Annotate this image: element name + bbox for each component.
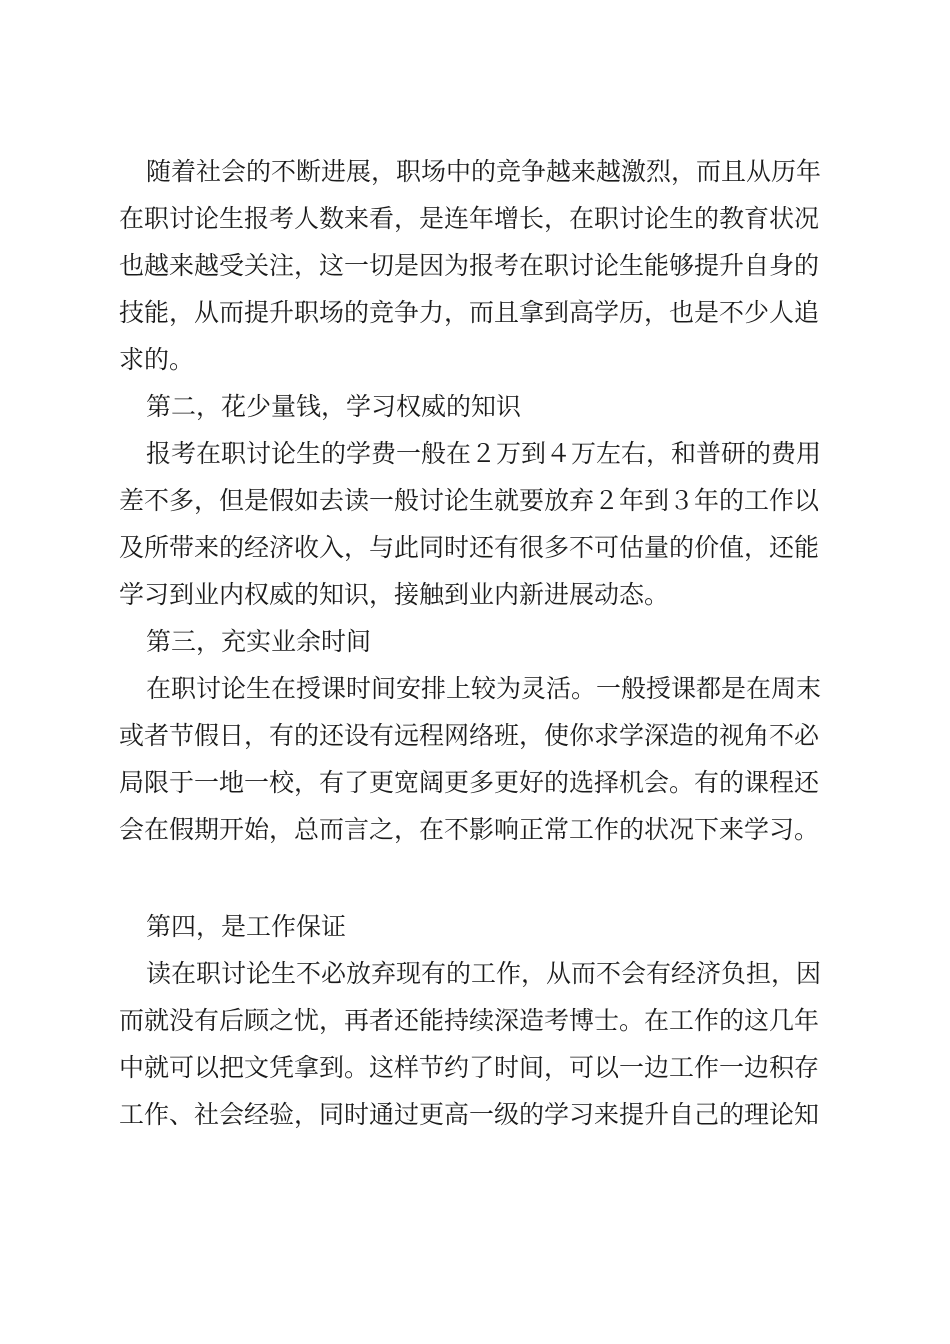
paragraph-3-line-3: 局限于一地一校，有了更宽阔更多更好的选择机会。有的课程还 [119,768,820,797]
paragraph-2-line-2: 差不多，但是假如去读一般讨论生就要放弃２年到３年的工作以 [119,486,820,515]
paragraph-4-line-3: 中就可以把文凭拿到。这样节约了时间，可以一边工作一边积存 [119,1053,820,1082]
paragraph-intro-line-4: 技能，从而提升职场的竞争力，而且拿到高学历，也是不少人追 [119,298,820,327]
paragraph-intro-line-2: 在职讨论生报考人数来看，是连年增长，在职讨论生的教育状况 [119,204,820,233]
paragraph-2-line-3: 及所带来的经济收入，与此同时还有很多不可估量的价值，还能 [119,533,820,562]
paragraph-4-line-2: 而就没有后顾之忧，再者还能持续深造考博士。在工作的这几年 [119,1006,820,1035]
paragraph-4-line-1: 读在职讨论生不必放弃现有的工作，从而不会有经济负担，因 [146,959,822,988]
paragraph-intro-line-3: 也越来越受关注，这一切是因为报考在职讨论生能够提升自身的 [119,251,820,280]
paragraph-3-line-1: 在职讨论生在授课时间安排上较为灵活。一般授课都是在周末 [146,674,822,703]
paragraph-intro-line-5: 求的。 [119,345,195,374]
paragraph-2-line-4: 学习到业内权威的知识，接触到业内新进展动态。 [119,580,670,609]
section-heading-3: 第三，充实业余时间 [146,627,372,656]
paragraph-3-line-4: 会在假期开始，总而言之，在不影响正常工作的状况下来学习。 [119,815,820,844]
section-heading-2: 第二，花少量钱，学习权威的知识 [146,392,522,421]
paragraph-4-line-4: 工作、社会经验，同时通过更高一级的学习来提升自己的理论知 [119,1100,820,1129]
paragraph-2-line-1: 报考在职讨论生的学费一般在２万到４万左右，和普研的费用 [146,439,822,468]
section-heading-4: 第四，是工作保证 [146,912,347,941]
paragraph-intro-line-1: 随着社会的不断进展，职场中的竞争越来越激烈，而且从历年 [146,157,822,186]
paragraph-3-line-2: 或者节假日，有的还设有远程网络班，使你求学深造的视角不必 [119,721,820,750]
